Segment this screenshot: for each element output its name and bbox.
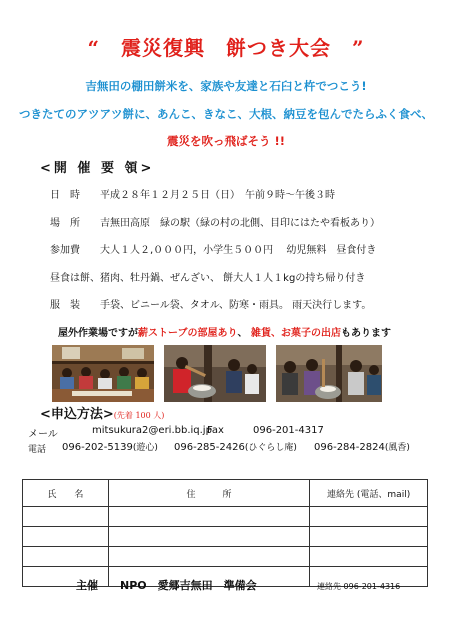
lead-line-3: 震災を吹っ飛ばそう !! [167,134,285,148]
form-row [23,527,428,547]
tel-3 [314,440,410,453]
event-title: “ 震災復興 餅つき大会 ” [87,36,365,60]
notice-tail: もあります [340,328,391,339]
apply-heading [40,403,164,422]
row-value: 昼食は餅、猪肉、牡丹鍋、ぜんざい、 餅大人１人１kgの持ち帰り付き [50,273,366,284]
outline-row-place [50,214,380,229]
name-cell[interactable] [23,507,109,527]
mail-label: メール [28,429,58,440]
tel-2-number: 096-285-2426 [174,442,245,453]
photo-mochi-crowd [276,345,382,402]
notice-text: 屋外作業場ですが [58,328,138,339]
outline-row-fee [50,241,376,256]
tel-1-name: (遊心) [132,443,158,453]
row-value: 平成２８年１２月２５日（日） 午前９時～午後３時 [100,190,335,201]
contact-cell[interactable] [310,527,428,547]
row-value: 手袋、ビニール袋、タオル、防寒・雨具。 雨天決行します。 [100,300,372,311]
venue-notice [58,324,391,339]
notice-stalls: 雑貨、お菓子の出店 [250,328,341,339]
address-cell[interactable] [108,547,309,567]
row-label: 日 時 [50,190,80,201]
notice-sep: 、 [237,328,251,339]
row-value: 吉無田高原 緑の駅（緑の村の北側、目印にはたや看板あり） [100,218,380,229]
photo-group-lunch [52,345,154,402]
tel-2 [174,440,297,453]
fax-number: 096-201-4317 [253,425,324,436]
apply-capacity-note: (先着 100 人) [113,411,165,420]
address-cell[interactable] [108,527,309,547]
header-name: 氏 名 [23,480,109,507]
contact-cell[interactable] [310,507,428,527]
tel-1 [62,440,158,453]
fax-label: Fax [207,425,224,436]
tel-1-number: 096-202-5139 [62,442,133,453]
photo-pounding-mochi [164,345,266,402]
address-cell[interactable] [108,507,309,527]
row-label: 場 所 [50,218,80,229]
contact-cell[interactable] [310,547,428,567]
tel-2-name: (ひぐらし庵) [244,443,297,453]
tel-3-name: (風香) [384,443,410,453]
name-cell[interactable] [23,547,109,567]
header-contact: 連絡先 (電話、mail) [310,480,428,507]
form-row [23,547,428,567]
apply-heading-text: <申込方法> [40,407,114,422]
notice-stove: 薪ストーブの部屋あり [138,328,238,339]
outline-row-lunch [50,269,365,284]
lead-line-1: 吉無田の棚田餅米を、家族や友達と石臼と杵でつこう! [85,79,367,93]
application-form-table [22,479,428,587]
mail-address[interactable]: mitsukura2@eri.bb.iq.jp [92,425,212,436]
outline-row-date [50,186,335,201]
lead-line-2: つきたてのアツアツ餅に、あんこ、きなこ、大根、納豆を包んでたらふく食べ、 [19,107,433,121]
outline-row-clothing [50,296,371,311]
tel-label: 電話 [28,445,47,455]
tel-3-number: 096-284-2824 [314,442,385,453]
row-value: 大人１人２,０００円，小学生５００円 幼児無料 昼食付き [100,245,377,256]
form-header-row [23,480,428,507]
form-row [23,507,428,527]
footer-contact: 連絡先 096-201-4316 [317,582,401,591]
header-address: 住 所 [108,480,309,507]
name-cell[interactable] [23,527,109,547]
outline-heading: <開 催 要 領> [40,161,155,176]
host-organization: 主催 NPO 愛郷吉無田 準備会 [76,579,257,592]
row-label: 服 装 [50,300,80,311]
row-label: 参加費 [50,245,80,256]
